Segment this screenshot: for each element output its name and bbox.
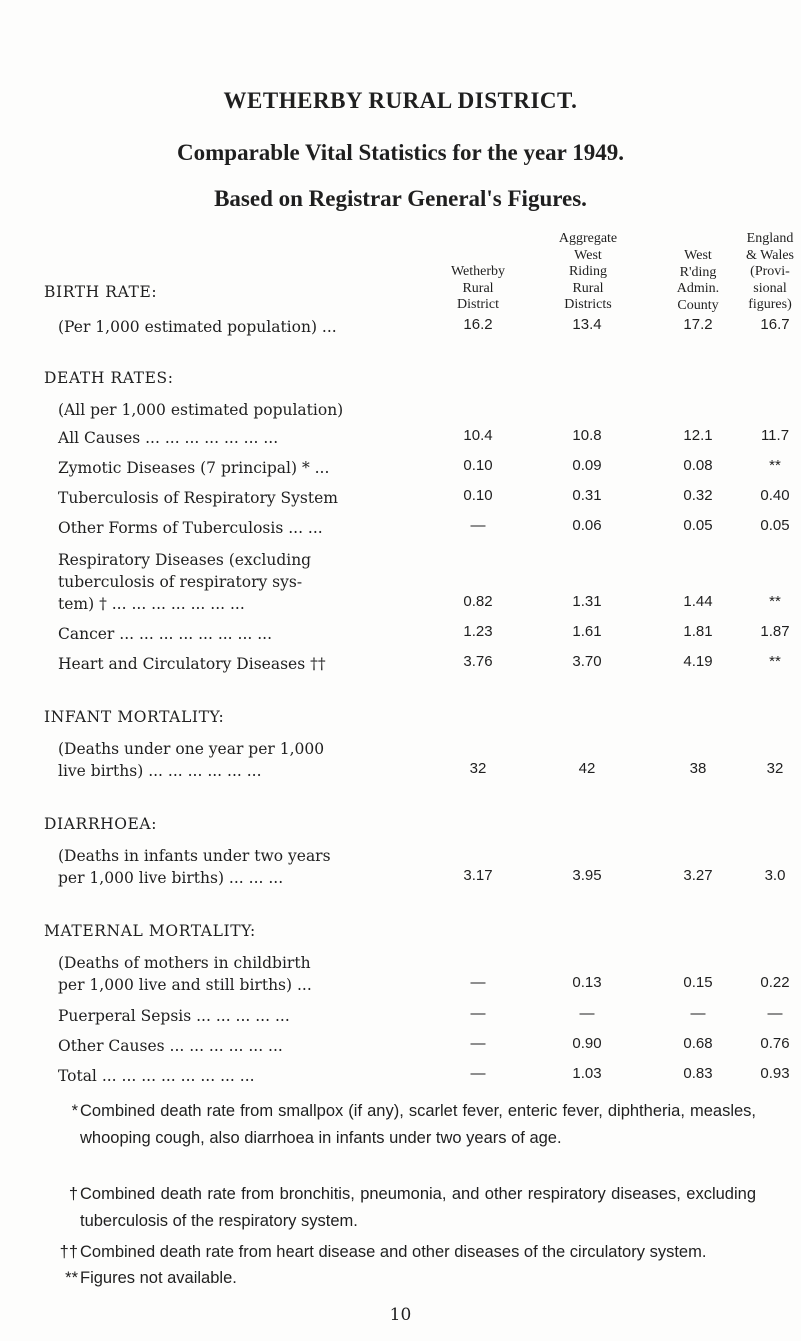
footnote-mark: † <box>68 1185 78 1203</box>
value-cell: 0.10 <box>463 487 493 504</box>
value-cell: 3.0 <box>764 867 786 884</box>
footnote-mark: ** <box>65 1269 78 1287</box>
value-cell: — <box>470 974 486 991</box>
value-cell: 0.15 <box>683 974 713 991</box>
value-cell: 0.22 <box>760 974 790 991</box>
section-heading-maternal-mortality: MATERNAL MORTALITY: <box>44 922 256 940</box>
value-cell: 3.70 <box>572 653 602 670</box>
footnote-mark: †† <box>59 1243 78 1261</box>
value-cell: 17.2 <box>683 316 713 333</box>
row-label-line: per 1,000 live births) ... ... ... <box>58 869 284 887</box>
column-header-wetherby: Wetherby Rural District <box>450 264 506 312</box>
table-row <box>0 517 801 539</box>
value-cell: 0.93 <box>760 1065 790 1082</box>
row-label: Cancer ... ... ... ... ... ... ... ... <box>58 625 273 643</box>
value-cell: ** <box>769 653 781 670</box>
footnote-mark: * <box>71 1102 78 1120</box>
row-label-line: live births) ... ... ... ... ... ... <box>58 762 262 780</box>
value-cell: 42 <box>578 760 596 777</box>
table-row <box>0 845 801 887</box>
value-cell: 0.40 <box>760 487 790 504</box>
footnote-not-available <box>65 1265 756 1292</box>
value-cell: 0.31 <box>572 487 602 504</box>
table-row <box>0 1065 801 1087</box>
value-cell: 0.82 <box>463 593 493 610</box>
value-cell: 0.05 <box>760 517 790 534</box>
value-cell: 1.61 <box>572 623 602 640</box>
value-cell: — <box>470 1065 486 1082</box>
section-heading-diarrhoea: DIARRHOEA: <box>44 815 158 833</box>
table-row <box>0 427 801 449</box>
value-cell: 0.76 <box>760 1035 790 1052</box>
column-header-west-riding-county: West R'ding Admin. County <box>676 248 720 313</box>
value-cell: 0.13 <box>572 974 602 991</box>
value-cell: 1.44 <box>683 593 713 610</box>
table-row <box>0 1005 801 1027</box>
section-heading-infant-mortality: INFANT MORTALITY: <box>44 708 225 726</box>
value-cell: 3.95 <box>572 867 602 884</box>
value-cell: 1.23 <box>463 623 493 640</box>
value-cell: 11.7 <box>760 427 790 444</box>
row-label-line: (Deaths under one year per 1,000 <box>58 740 325 758</box>
row-label-line: tuberculosis of respiratory sys- <box>58 573 303 591</box>
value-cell: ** <box>769 593 781 610</box>
row-label-line: (Deaths of mothers in childbirth <box>58 954 311 972</box>
column-header-england-wales: England & Wales (Provi- sional figures) <box>746 231 794 312</box>
value-cell: 0.68 <box>683 1035 713 1052</box>
value-cell: 16.2 <box>463 316 493 333</box>
value-cell: 0.09 <box>572 457 602 474</box>
table-row <box>0 549 801 613</box>
value-cell: 32 <box>766 760 784 777</box>
table-row <box>0 738 801 780</box>
table-row <box>0 316 801 338</box>
footnote-text: Combined death rate from smallpox (if any), scarlet fever, enteric fever, diphtheria, measles, whooping cough, also diarrhoea in infants under two years of age. <box>80 1102 756 1147</box>
table-row <box>0 1035 801 1057</box>
table-row <box>0 457 801 479</box>
row-label: Other Causes ... ... ... ... ... ... <box>58 1037 283 1055</box>
row-label-line: per 1,000 live and still births) ... <box>58 976 312 994</box>
row-label-line: (Deaths in infants under two years <box>58 847 331 865</box>
section-heading-birth-rate: BIRTH RATE: <box>44 283 158 301</box>
value-cell: 1.87 <box>760 623 790 640</box>
value-cell: — <box>470 1005 486 1022</box>
value-cell: 16.7 <box>760 316 790 333</box>
value-cell: 1.31 <box>572 593 602 610</box>
row-label: Total ... ... ... ... ... ... ... ... <box>58 1067 255 1085</box>
section-heading-death-rates: DEATH RATES: <box>44 369 174 387</box>
page-subtitle: Comparable Vital Statistics for the year 1949. <box>177 140 624 165</box>
value-cell: 10.8 <box>572 427 602 444</box>
table-row <box>0 952 801 994</box>
footnote-text: Combined death rate from heart disease and other diseases of the circulatory system. <box>80 1243 707 1261</box>
value-cell: ** <box>769 457 781 474</box>
table-row <box>0 623 801 645</box>
value-cell: — <box>579 1005 595 1022</box>
footnote-respiratory <box>68 1181 756 1235</box>
value-cell: 1.81 <box>683 623 713 640</box>
value-cell: 3.27 <box>683 867 713 884</box>
row-label: Other Forms of Tuberculosis ... ... <box>58 519 323 537</box>
value-cell: 13.4 <box>572 316 602 333</box>
row-label: Puerperal Sepsis ... ... ... ... ... <box>58 1007 290 1025</box>
value-cell: 3.17 <box>463 867 493 884</box>
table-row <box>0 487 801 509</box>
value-cell: — <box>767 1005 783 1022</box>
value-cell: 0.32 <box>683 487 713 504</box>
value-cell: — <box>470 517 486 534</box>
footnote-text: Figures not available. <box>80 1269 237 1287</box>
value-cell: 12.1 <box>683 427 713 444</box>
row-label: Tuberculosis of Respiratory System <box>58 489 338 507</box>
footnote-circulatory <box>59 1239 756 1266</box>
value-cell: 0.08 <box>683 457 713 474</box>
row-label-line: Respiratory Diseases (excluding <box>58 551 312 569</box>
value-cell: — <box>690 1005 706 1022</box>
row-label: Zymotic Diseases (7 principal) * ... <box>58 459 330 477</box>
page-title: WETHERBY RURAL DISTRICT. <box>223 88 578 113</box>
table-row <box>0 653 801 675</box>
note-label: (All per 1,000 estimated population) <box>58 401 344 419</box>
row-label-line: tem) † ... ... ... ... ... ... ... <box>58 595 245 613</box>
value-cell: 38 <box>689 760 707 777</box>
value-cell: 3.76 <box>463 653 493 670</box>
value-cell: 32 <box>469 760 487 777</box>
value-cell: 10.4 <box>463 427 493 444</box>
value-cell: 4.19 <box>683 653 713 670</box>
page-number: 10 <box>389 1305 412 1325</box>
value-cell: 0.83 <box>683 1065 713 1082</box>
page-basis: Based on Registrar General's Figures. <box>214 186 587 211</box>
value-cell: 0.10 <box>463 457 493 474</box>
value-cell: — <box>470 1035 486 1052</box>
section-note <box>0 399 801 421</box>
value-cell: 0.05 <box>683 517 713 534</box>
row-label: Heart and Circulatory Diseases †† <box>58 655 326 673</box>
value-cell: 1.03 <box>572 1065 602 1082</box>
footnote-text: Combined death rate from bronchitis, pneumonia, and other respiratory diseases, excluding tuberculosis of the respiratory system. <box>80 1185 756 1230</box>
column-header-aggregate-wr-rural: Aggregate West Riding Rural Districts <box>558 231 618 312</box>
row-label: (Per 1,000 estimated population) ... <box>58 318 337 336</box>
footnote-zymotic <box>71 1098 756 1152</box>
value-cell: 0.06 <box>572 517 602 534</box>
row-label: All Causes ... ... ... ... ... ... ... <box>58 429 279 447</box>
value-cell: 0.90 <box>572 1035 602 1052</box>
